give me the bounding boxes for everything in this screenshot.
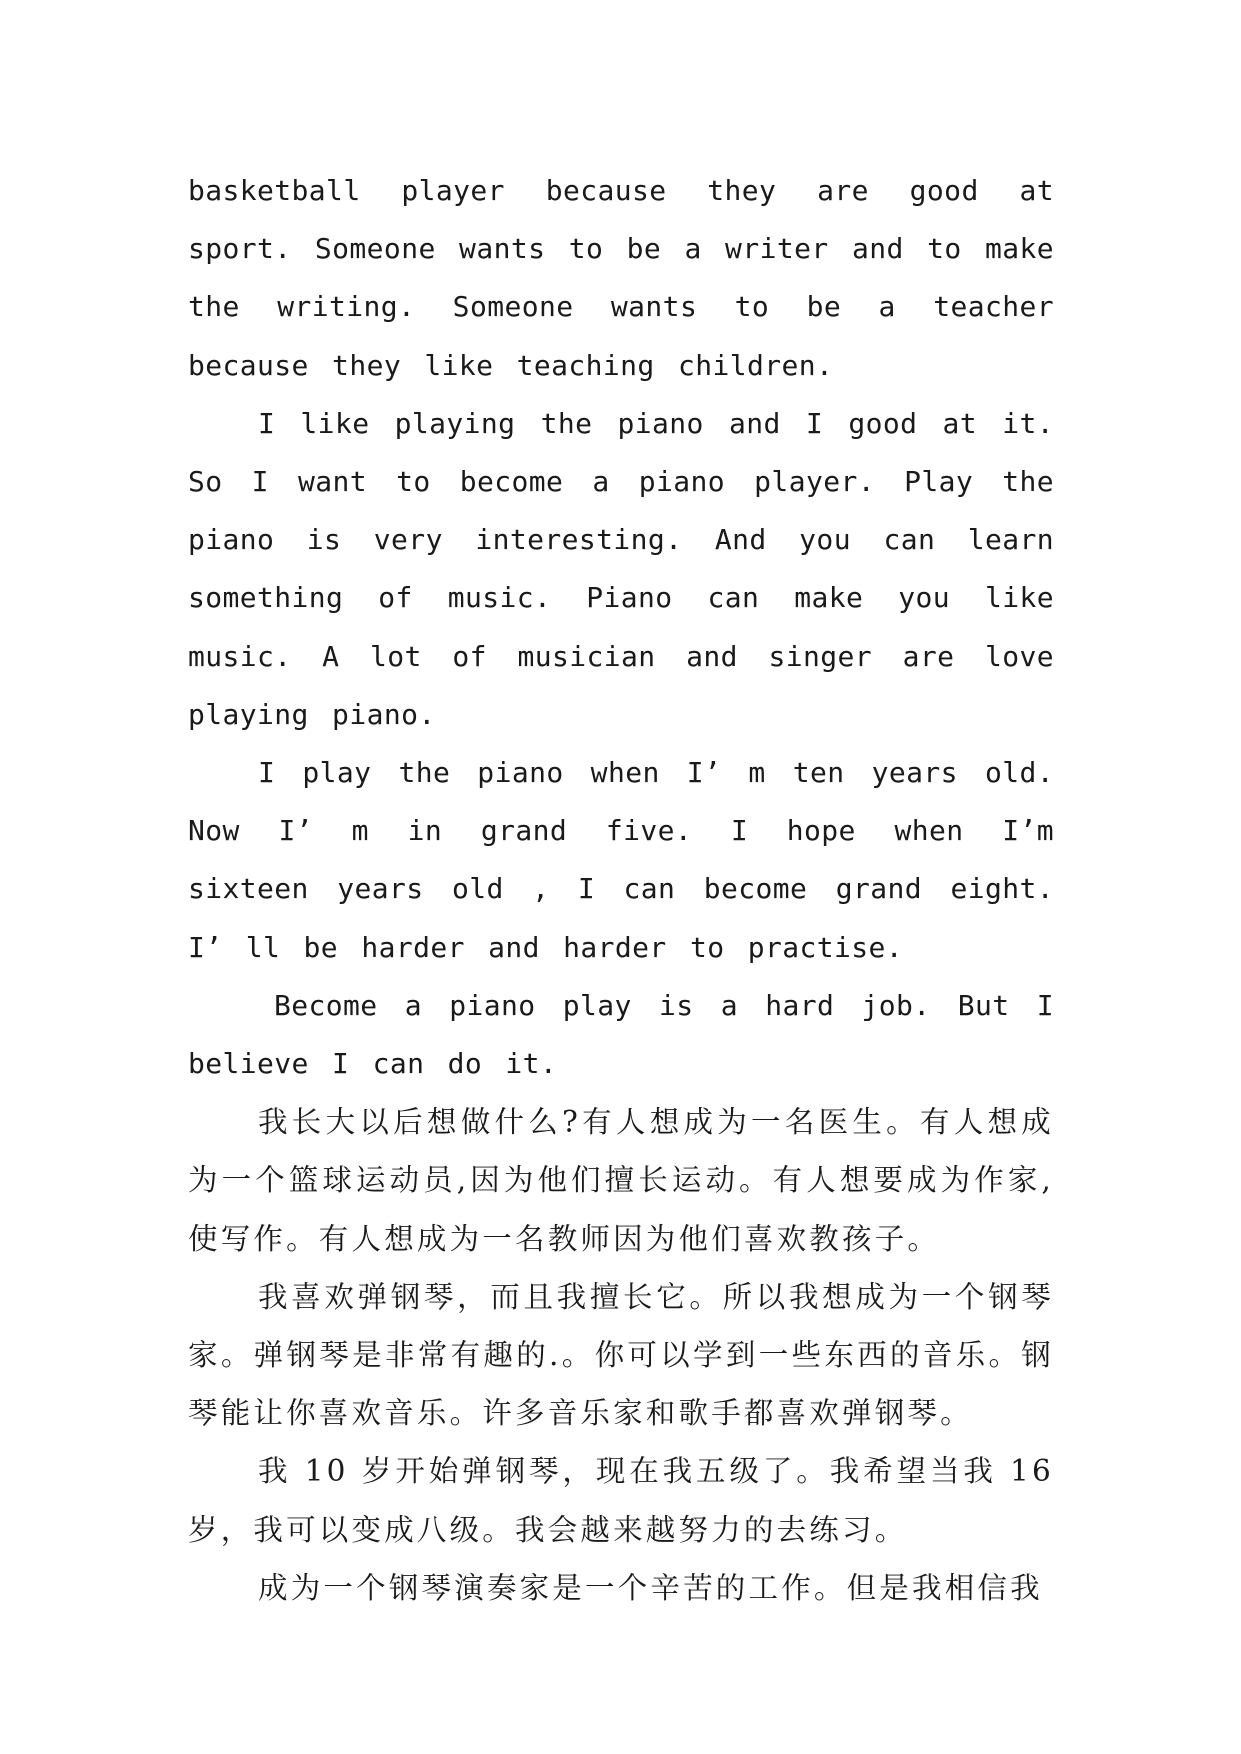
paragraph-zh-1: 我长大以后想做什么?有人想成为一名医生。有人想成为一个篮球运动员,因为他们擅长运动。有人想要成为作家,使写作。有人想成为一名教师因为他们喜欢教孩子。 (188, 1105, 1054, 1256)
paragraph-zh-4: 成为一个钢琴演奏家是一个辛苦的工作。但是我相信我 (258, 1570, 1043, 1605)
paragraph-en-1: basketball player because they are good at sport. Someone wants to be a writer and to make the writing. Someone wants to be a teacher because they like teaching children. (188, 174, 1054, 382)
paragraph-zh-2: 我喜欢弹钢琴，而且我擅长它。所以我想成为一个钢琴家。弹钢琴是非常有趣的.。你可以学到一些东西的音乐。钢琴能让你喜欢音乐。许多音乐家和歌手都喜欢弹钢琴。 (188, 1279, 1054, 1431)
paragraph-en-3: I play the piano when I’ m ten years old. Now I’ m in grand five. I hope when I’m sixteen years old , I can become grand eight. I’ ll be harder and harder to practise. (188, 756, 1054, 964)
paragraph-en-4: Become a piano play is a hard job. But I believe I can do it. (188, 988, 1054, 1081)
paragraph-en-2: I like playing the piano and I good at it. So I want to become a piano player. Play the piano is very interesting. And you can learn something of music. Piano can make you like music. A lot of musician and singer are love playing piano. (188, 406, 1054, 731)
essay-body (188, 162, 1054, 1617)
paragraph-zh-3: 我 10 岁开始弹钢琴，现在我五级了。我希望当我 16 岁，我可以变成八级。我会越来越努力的去练习。 (188, 1454, 1054, 1547)
